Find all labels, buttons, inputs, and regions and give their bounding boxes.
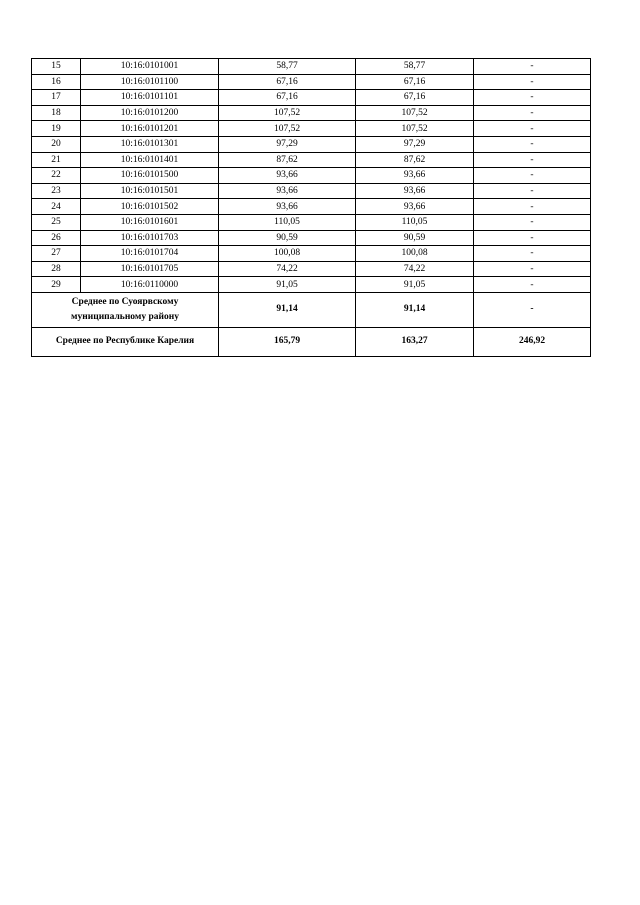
value-cell-1: 107,52	[219, 105, 356, 121]
value-cell-2: 58,77	[356, 59, 474, 75]
value-cell-2: 67,16	[356, 90, 474, 106]
table-row	[32, 136, 591, 152]
value-cell-3: -	[474, 246, 591, 262]
cadastral-code-cell: 10:16:0101502	[81, 199, 219, 215]
value-cell-2: 107,52	[356, 121, 474, 137]
value-cell-1: 67,16	[219, 74, 356, 90]
value-cell-1: 110,05	[219, 214, 356, 230]
value-cell-1: 93,66	[219, 168, 356, 184]
row-number-cell: 25	[32, 214, 81, 230]
table-row	[32, 90, 591, 106]
table-row	[32, 59, 591, 75]
cadastral-code-cell: 10:16:0101601	[81, 214, 219, 230]
summary-municipal-value-3: -	[474, 292, 591, 327]
value-cell-2: 90,59	[356, 230, 474, 246]
value-cell-2: 74,22	[356, 261, 474, 277]
value-cell-1: 90,59	[219, 230, 356, 246]
summary-republic-label: Среднее по Республике Карелия	[32, 327, 219, 356]
cadastral-code-cell: 10:16:0101704	[81, 246, 219, 262]
row-number-cell: 20	[32, 136, 81, 152]
value-cell-1: 107,52	[219, 121, 356, 137]
value-cell-3: -	[474, 261, 591, 277]
value-cell-3: -	[474, 199, 591, 215]
summary-municipal-label-line1: Среднее по Суоярвскому	[71, 296, 179, 307]
value-cell-3: -	[474, 214, 591, 230]
cadastral-code-cell: 10:16:0101703	[81, 230, 219, 246]
row-number-cell: 16	[32, 74, 81, 90]
cadastral-code-cell: 10:16:0101500	[81, 168, 219, 184]
row-number-cell: 28	[32, 261, 81, 277]
value-cell-1: 58,77	[219, 59, 356, 75]
value-cell-1: 93,66	[219, 199, 356, 215]
value-cell-1: 93,66	[219, 183, 356, 199]
value-cell-1: 97,29	[219, 136, 356, 152]
value-cell-2: 93,66	[356, 199, 474, 215]
value-cell-2: 110,05	[356, 214, 474, 230]
value-cell-2: 93,66	[356, 168, 474, 184]
value-cell-2: 97,29	[356, 136, 474, 152]
summary-row-republic	[32, 327, 591, 356]
table-body	[32, 59, 591, 357]
row-number-cell: 18	[32, 105, 81, 121]
cadastral-code-cell: 10:16:0101101	[81, 90, 219, 106]
row-number-cell: 21	[32, 152, 81, 168]
cadastral-code-cell: 10:16:0110000	[81, 277, 219, 293]
table-row	[32, 105, 591, 121]
cadastral-code-cell: 10:16:0101001	[81, 59, 219, 75]
summary-municipal-value-2: 91,14	[356, 292, 474, 327]
table-row	[32, 246, 591, 262]
summary-municipal-value-1: 91,14	[219, 292, 356, 327]
row-number-cell: 15	[32, 59, 81, 75]
cadastral-code-cell: 10:16:0101201	[81, 121, 219, 137]
summary-municipal-label-line2: муниципальному району	[71, 311, 179, 322]
row-number-cell: 19	[32, 121, 81, 137]
value-cell-2: 67,16	[356, 74, 474, 90]
value-cell-1: 91,05	[219, 277, 356, 293]
table-row	[32, 183, 591, 199]
value-cell-3: -	[474, 183, 591, 199]
value-cell-3: -	[474, 59, 591, 75]
row-number-cell: 24	[32, 199, 81, 215]
value-cell-2: 91,05	[356, 277, 474, 293]
row-number-cell: 27	[32, 246, 81, 262]
table-row	[32, 74, 591, 90]
row-number-cell: 17	[32, 90, 81, 106]
value-cell-3: -	[474, 90, 591, 106]
row-number-cell: 26	[32, 230, 81, 246]
cadastral-value-table	[31, 58, 591, 357]
cadastral-code-cell: 10:16:0101705	[81, 261, 219, 277]
summary-republic-value-2: 163,27	[356, 327, 474, 356]
table-row	[32, 214, 591, 230]
row-number-cell: 23	[32, 183, 81, 199]
summary-republic-value-1: 165,79	[219, 327, 356, 356]
table-row	[32, 152, 591, 168]
value-cell-3: -	[474, 230, 591, 246]
row-number-cell: 29	[32, 277, 81, 293]
value-cell-2: 87,62	[356, 152, 474, 168]
table-row	[32, 230, 591, 246]
table-row	[32, 168, 591, 184]
value-cell-1: 74,22	[219, 261, 356, 277]
value-cell-2: 107,52	[356, 105, 474, 121]
value-cell-3: -	[474, 277, 591, 293]
value-cell-3: -	[474, 152, 591, 168]
cadastral-code-cell: 10:16:0101501	[81, 183, 219, 199]
value-cell-2: 100,08	[356, 246, 474, 262]
cadastral-code-cell: 10:16:0101100	[81, 74, 219, 90]
summary-republic-value-3: 246,92	[474, 327, 591, 356]
value-cell-1: 87,62	[219, 152, 356, 168]
value-cell-1: 67,16	[219, 90, 356, 106]
value-cell-1: 100,08	[219, 246, 356, 262]
cadastral-code-cell: 10:16:0101401	[81, 152, 219, 168]
cadastral-code-cell: 10:16:0101301	[81, 136, 219, 152]
value-cell-3: -	[474, 121, 591, 137]
value-cell-2: 93,66	[356, 183, 474, 199]
value-cell-3: -	[474, 105, 591, 121]
row-number-cell: 22	[32, 168, 81, 184]
value-cell-3: -	[474, 74, 591, 90]
value-cell-3: -	[474, 168, 591, 184]
table-row	[32, 199, 591, 215]
table-row	[32, 261, 591, 277]
summary-municipal-label	[32, 292, 219, 327]
table-row	[32, 121, 591, 137]
table-row	[32, 277, 591, 293]
cadastral-code-cell: 10:16:0101200	[81, 105, 219, 121]
value-cell-3: -	[474, 136, 591, 152]
summary-row-municipal	[32, 292, 591, 327]
